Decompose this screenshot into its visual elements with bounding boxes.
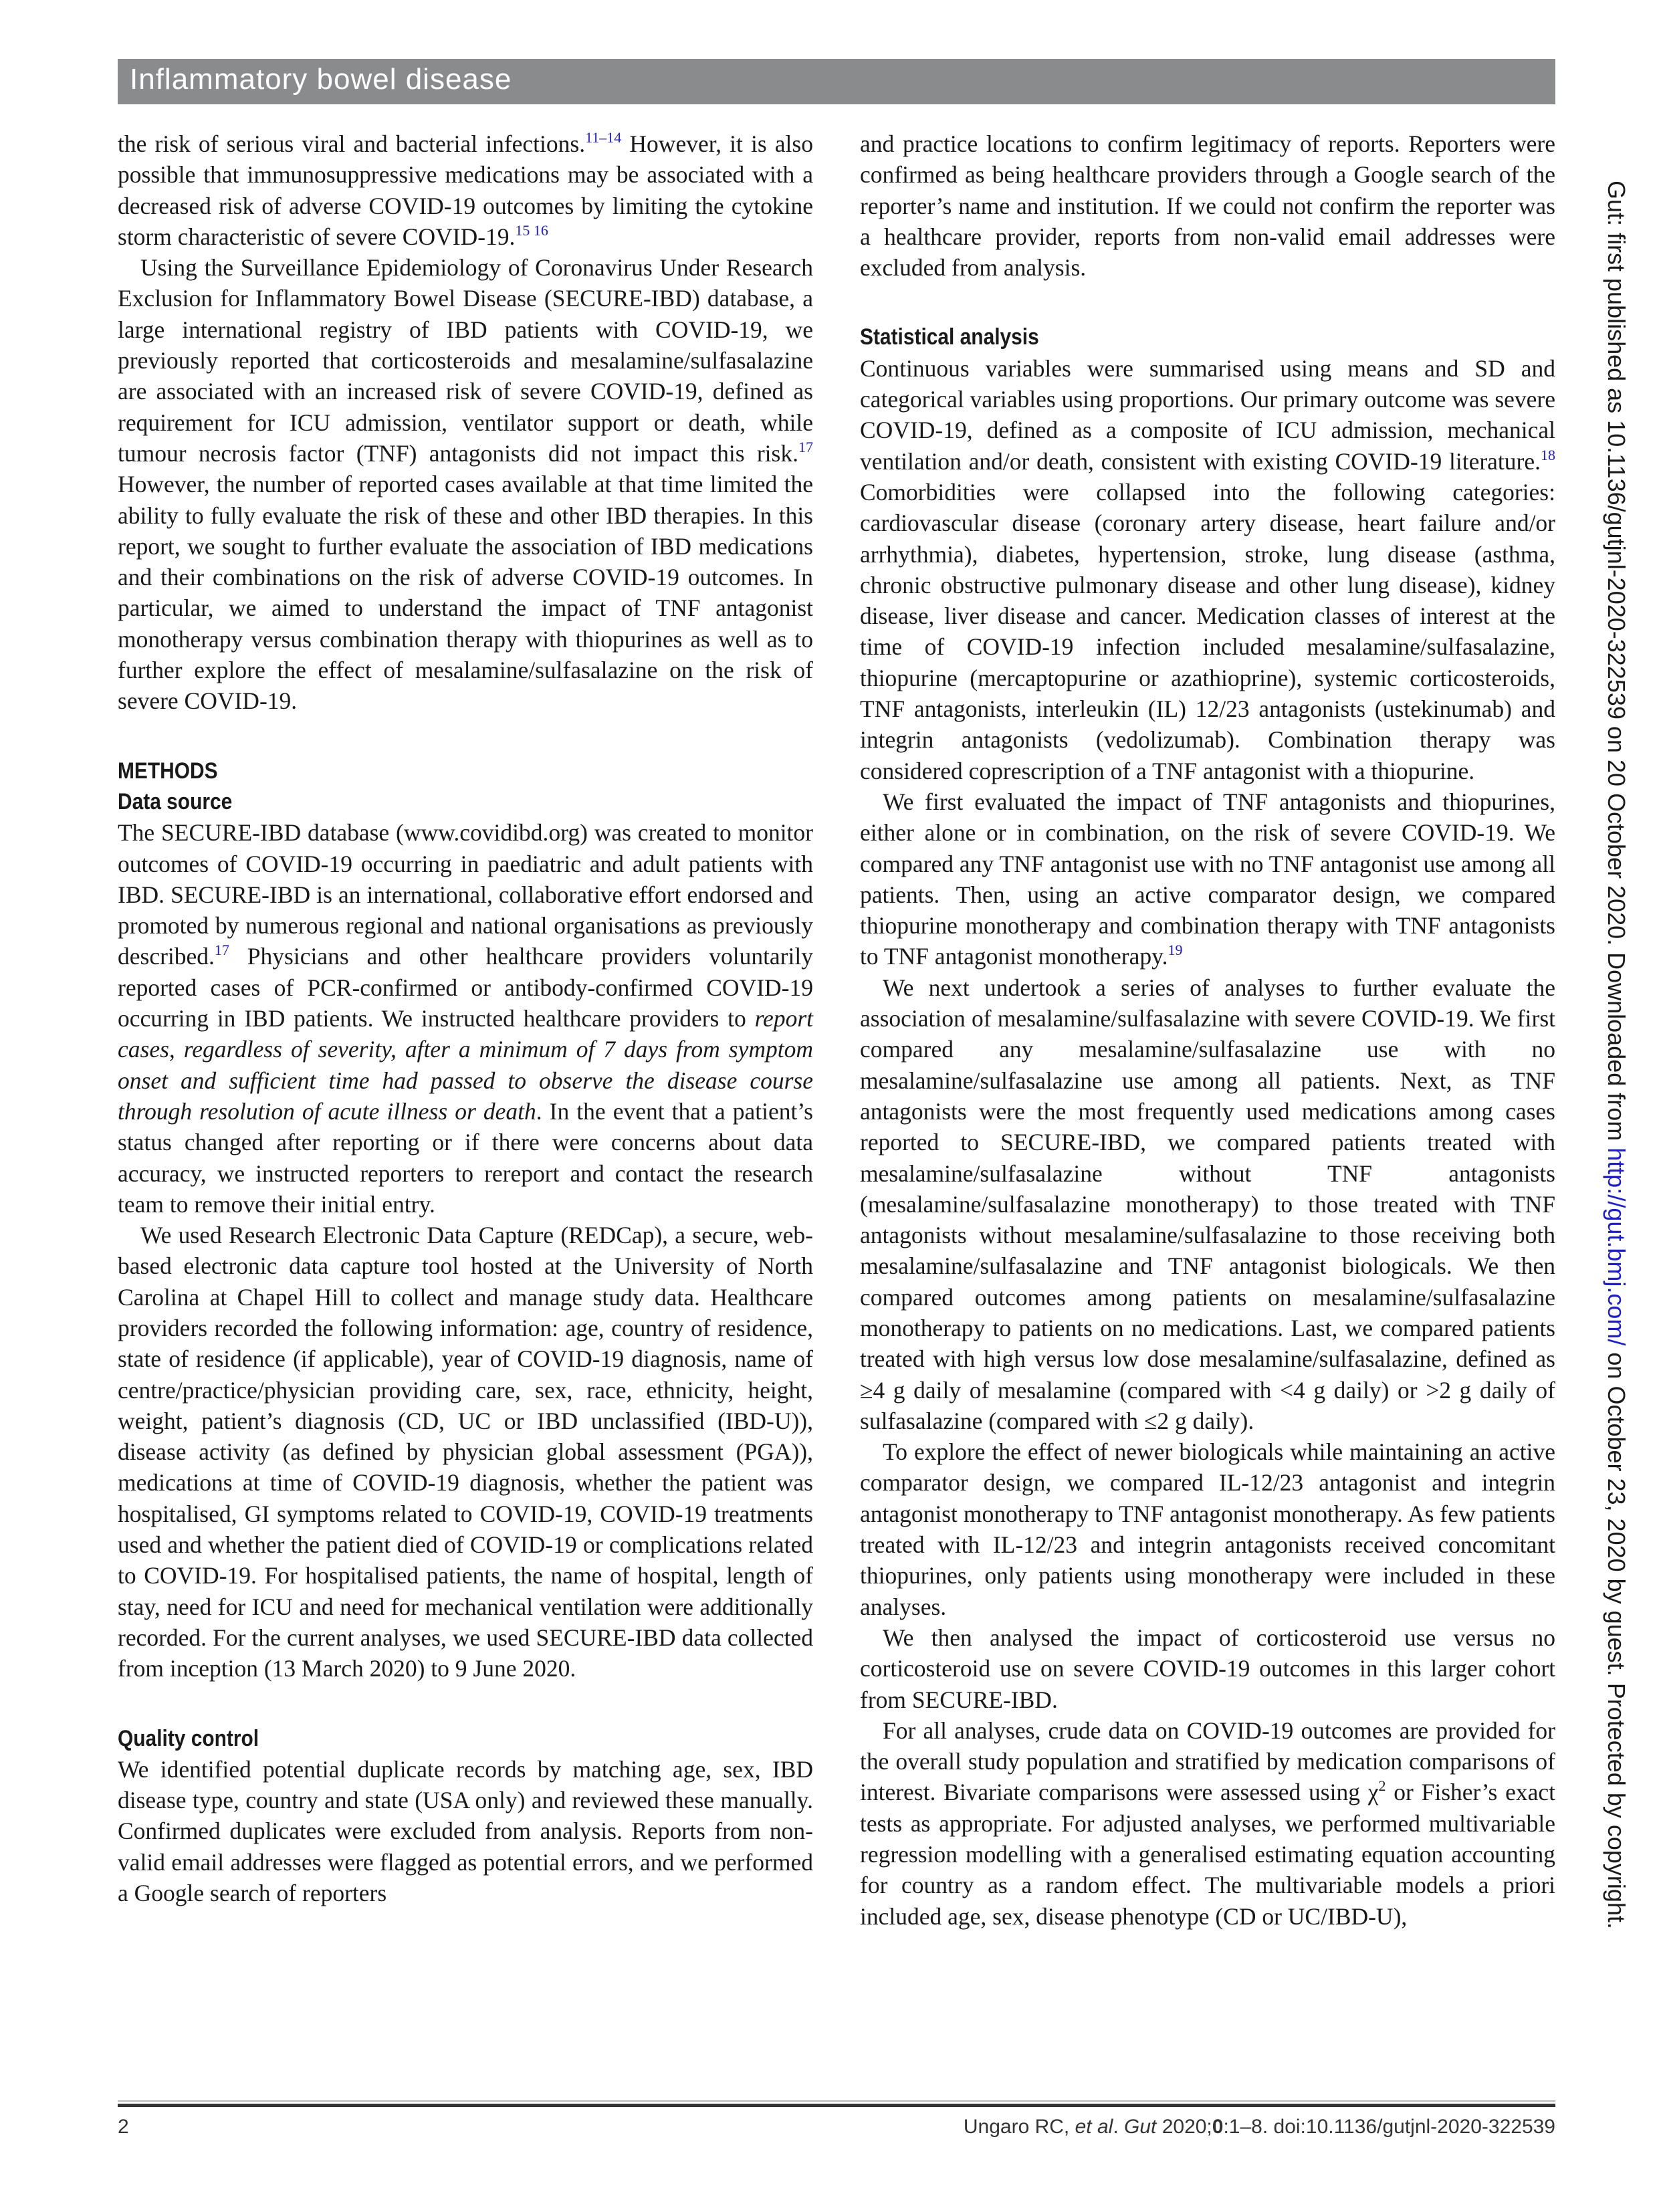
- section-title: Inflammatory bowel disease: [130, 63, 512, 96]
- journal-link[interactable]: http://gut.bmj.com/: [1603, 1147, 1630, 1346]
- page-number: 2: [118, 2116, 129, 2138]
- right-column: [860, 128, 1555, 1932]
- left-column: [118, 128, 813, 1908]
- data-source-paragraph-2: We used Research Electronic Data Capture (REDCap), a secure, web-based electronic data capture tool hosted at the University of North Carolina at Chapel Hill to collect and manage study data. Healthcare providers recorded the following information: age, country of residence, state of residence (if applicable), year of COVID-19 diagnosis, name of centre/practice/physician providing care, sex, race, ethnicity, height, weight, patient’s diagnosis (CD, UC or IBD unclassified (IBD-U)), disease activity (as defined by physician global assessment (PGA)), medications at time of COVID-19 diagnosis, whether the patient was hospitalised, GI symptoms related to COVID-19, COVID-19 treatments used and whether the patient died of COVID-19 or complications related to COVID-19. For hospitalised patients, the name of hospital, length of stay, need for ICU and need for mechanical ventilation were additionally recorded. For the current analyses, we used SECURE-IBD data collected from inception (13 March 2020) to 9 June 2020.: [118, 1222, 813, 1682]
- stats-paragraph-6: For all analyses, crude data on COVID-19 outcomes are provided for the overall study population and stratified by medication comparisons of interest. Bivariate comparisons were assessed using $\chi^2$ or Fisher’s exact tests as appropriate. For adjusted analyses, we performed multivariable regression modelling with a generalised estimating equation accounting for country as a random effect. The multivariable models a priori included age, sex, disease phenotype (CD or UC/IBD-U),: [860, 1717, 1555, 1930]
- reference-link[interactable]: 17: [798, 438, 813, 455]
- stats-paragraph-4: To explore the effect of newer biologicals while maintaining an active comparator design, we compared IL-12/23 antagonist and integrin antagonist monotherapy to TNF antagonist monotherapy. As few patients treated with IL-12/23 and integrin antagonists received concomitant thiopurines, only patients using monotherapy were included in these analyses.: [860, 1438, 1555, 1620]
- reference-link[interactable]: 11–14: [585, 129, 622, 146]
- reference-link[interactable]: 19: [1168, 942, 1183, 959]
- data-source-paragraph-1: The SECURE-IBD database (www.covidibd.org) was created to monitor outcomes of COVID-19 occurring in paediatric and adult patients with IBD. SECURE-IBD is an international, collaborative effort endorsed and promoted by numerous regional and national organisations as previously described.$^{17}$ Physicians and other healthcare providers voluntarily reported cases of PCR-confirmed or antibody-confirmed COVID-19 occurring in IBD patients. We instructed healthcare providers to report cases, regardless of severity, after a minimum of 7 days from symptom onset and sufficient time had passed to observe the disease course through resolution of acute illness or death. In the event that a patient’s status changed after reporting or if there were concerns about data accuracy, we instructed reporters to rereport and contact the research team to remove their initial entry.: [118, 819, 814, 1218]
- quality-control-heading: Quality control: [118, 1725, 259, 1751]
- side-copyright-note: Gut: first published as 10.1136/gutjnl-2020-322539 on 20 October 2020. Downloaded from http://gut.bmj.com/ on October 23, 2020 by guest. Protected by copyright.: [1603, 181, 1630, 1929]
- methods-heading: METHODS: [118, 758, 218, 784]
- footer-divider-thin: [118, 2100, 1555, 2102]
- intro-paragraph-2: Using the Surveillance Epidemiology of Coronavirus Under Research Exclusion for Inflammatory Bowel Disease (SECURE-IBD) database, a large international registry of IBD patients with COVID-19, we previously reported that corticosteroids and mesalamine/sulfasalazine are associated with an increased risk of severe COVID-19, defined as requirement for ICU admission, ventilator support or death, while tumour necrosis factor (TNF) antagonists did not impact this risk.$^{17}$ However, the number of reported cases available at that time limited the ability to fully evaluate the risk of these and other IBD therapies. In this report, we sought to further evaluate the association of IBD medications and their combinations on the risk of adverse COVID-19 outcomes. In particular, we aimed to understand the impact of TNF antagonist monotherapy versus combination therapy with thiopurines as well as to further explore the effect of mesalamine/sulfasalazine on the risk of severe COVID-19.: [118, 254, 813, 715]
- stats-paragraph-1: Continuous variables were summarised using means and SD and categorical variables using proportions. Our primary outcome was severe COVID-19, defined as a composite of ICU admission, mechanical ventilation and/or death, consistent with existing COVID-19 literature.$^{18}$ Comorbidities were collapsed into the following categories: cardiovascular disease (coronary artery disease, heart failure and/or arrhythmia), diabetes, hypertension, stroke, lung disease (asthma, chronic obstructive pulmonary disease and other lung disease), kidney disease, liver disease and cancer. Medication classes of interest at the time of COVID-19 infection included mesalamine/sulfasalazine, thiopurine (mercaptopurine or azathioprine), systemic corticosteroids, TNF antagonists, interleukin (IL) 12/23 antagonists (ustekinumab) and integrin antagonists (vedolizumab). Combination therapy was considered coprescription of a TNF antagonist with a thiopurine.: [860, 354, 1556, 784]
- stats-paragraph-2: We first evaluated the impact of TNF antagonists and thiopurines, either alone or in combination, on the risk of severe COVID-19. We compared any TNF antagonist use with no TNF antagonist use among all patients. Then, using an active comparator design, we compared thiopurine monotherapy and combination therapy with TNF antagonists to TNF antagonist monotherapy.$^{19}$: [860, 788, 1555, 970]
- continued-paragraph: and practice locations to confirm legitimacy of reports. Reporters were confirmed as being healthcare providers through a Google search of the reporter’s name and institution. If we could not confirm the reporter was a healthcare provider, reports from non-valid email addresses were excluded from analysis.: [860, 130, 1555, 282]
- data-source-heading: Data source: [118, 788, 233, 814]
- article-citation: Ungaro RC, et al. Gut 2020;0:1–8. doi:10.1136/gutjnl-2020-322539: [963, 2116, 1555, 2138]
- footer-divider: [118, 2104, 1555, 2107]
- stats-paragraph-5: We then analysed the impact of corticosteroid use versus no corticosteroid use on severe COVID-19 outcomes in this larger cohort from SECURE-IBD.: [860, 1624, 1555, 1713]
- statistical-analysis-heading: Statistical analysis: [860, 324, 1039, 350]
- stats-paragraph-3: We next undertook a series of analyses to further evaluate the association of mesalamine/sulfasalazine with severe COVID-19. We first compared any mesalamine/sulfasalazine use with no mesalamine/sulfasalazine use among all patients. Next, as TNF antagonists were the most frequently used medications among cases reported to SECURE-IBD, we compared patients treated with mesalamine/sulfasalazine without TNF antagonists (mesalamine/sulfasalazine monotherapy) to those treated with TNF antagonists without mesalamine/sulfasalazine to those receiving both mesalamine/sulfasalazine and TNF antagonist biologicals. We then compared outcomes among patients on mesalamine/sulfasalazine monotherapy to patients on no medications. Last, we compared patients treated with high versus low dose mesalamine/sulfasalazine, defined as ≥4 g daily of mesalamine (compared with <4 g daily) or >2 g daily of sulfasalazine (compared with ≤2 g daily).: [860, 974, 1555, 1434]
- quality-control-paragraph: We identified potential duplicate records by matching age, sex, IBD disease type, country and state (USA only) and reviewed these manually. Confirmed duplicates were excluded from analysis. Reports from non-valid email addresses were flagged as potential errors, and we performed a Google search of reporters: [118, 1755, 813, 1907]
- reference-link[interactable]: 15 16: [515, 221, 548, 239]
- section-banner: [118, 59, 1555, 104]
- intro-paragraph-1: the risk of serious viral and bacterial infections.$^{11-14}$ However, it is also possible that immunosuppressive medications may be associated with a decreased risk of adverse COVID-19 outcomes by limiting the cytokine storm characteristic of severe COVID-19.$^{15 16}$: [118, 129, 813, 250]
- reference-link[interactable]: 17: [214, 942, 229, 959]
- reference-link[interactable]: 18: [1541, 446, 1555, 463]
